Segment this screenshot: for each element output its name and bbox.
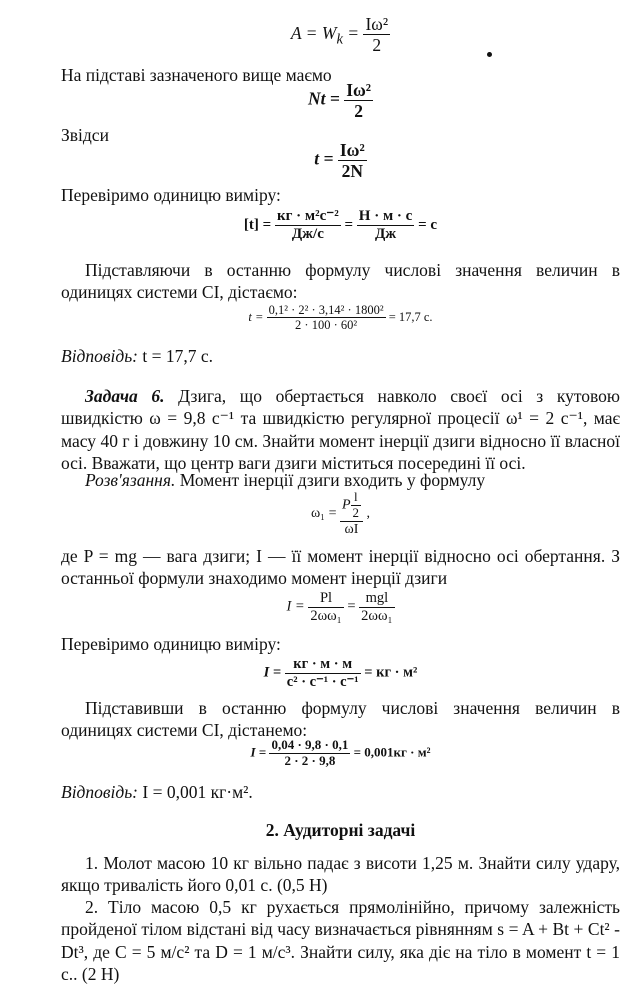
formula-work-energy: $A = W_k$ = $\frac{\text{Iω²}}{2}$	[290, 14, 389, 56]
text-line: Перевіримо одиницю виміру:	[61, 185, 281, 205]
formula-nt: Nt = $\frac{\text{Iω²}}{2}$	[307, 80, 372, 122]
formula-numeric-i: I = $\frac{0,04 \cdot 9,8 \cdot 0,1}{2 \cdot 2 \cdot 9,8}$ = 0,001кг · м²	[250, 737, 431, 768]
formula-numeric-t: t = $\frac{\text{0,1² · 2² · 3,14² · 1800²}}{\text{2 · 100 · 60²}}$ = 17,7 с.	[248, 303, 433, 333]
paragraph: Підставляючи в останню формулу числові значення величин в одиницях системи СІ, дістаємо:	[61, 260, 620, 303]
solution-line: Розв'язання. Момент інерції дзиги входить у формулу	[85, 470, 486, 490]
answer-line: Відповідь: I = 0,001 кг·м².	[61, 782, 253, 802]
formula-t: t = $\frac{\text{Iω²}}{2N}$	[314, 140, 365, 182]
formula-inertia: I = $\frac{Pl}{\text{2ωω₁}}$ = mgl 2ωω₁	[286, 590, 393, 624]
formula-omega1: ω₁ = P $\frac{l}{2}$ ωI ,	[310, 489, 371, 537]
task-6-paragraph: Задача 6. Дзига, що обертається навколо своєї осі з кутовою швидкістю ω = 9,8 с⁻¹ та швидкістю регулярної процесії ω¹ = 2 с⁻¹, має масу 40 г і довжину 10 см. Знайти момент інерції дзиги відносно її власної осі. Вважати, що центр ваги дзиги міститься посередині її осі.	[61, 386, 620, 474]
paragraph: де P = mg — вага дзиги; I — її момент інерції відносно осі обертання. З останньої формули знаходимо момент інерції дзиги	[61, 546, 620, 589]
problem-1: 1. Молот масою 10 кг вільно падає з висоти 1,25 м. Знайти силу удару, якщо тривалість його 0,01 с. (0,5 Н)	[61, 853, 620, 896]
section-heading: 2. Аудиторні задачі	[265, 820, 416, 840]
paragraph: Підставивши в останню формулу числові значення величин в одиницях системи СІ, дістанемо:	[61, 698, 620, 741]
text-line: На підставі зазначеного вище маємо	[61, 65, 332, 85]
formula-unit-check-1: [t] = кг · м²с⁻² Дж/с = Н · м · с Дж = с	[243, 208, 438, 243]
answer-line: Відповідь: t = 17,7 с.	[61, 346, 214, 366]
problem-2: 2. Тіло масою 0,5 кг рухається прямолінійно, причому залежність пройденої тілом відстані від часу визначається рівнянням s = A + Bt + Ct² - Dt³, де C = 5 м/с² та D = 1 м/с³. Знайти силу, яка діє на тіло в момент t = 1 с.. (2 Н)	[61, 897, 620, 985]
formula-unit-check-2: I = кг · м · м с² · с⁻¹ · с⁻¹ = кг · м²	[263, 656, 418, 690]
text-line: Звідси	[61, 125, 109, 145]
text-line: Перевіримо одиницю виміру:	[61, 634, 281, 654]
